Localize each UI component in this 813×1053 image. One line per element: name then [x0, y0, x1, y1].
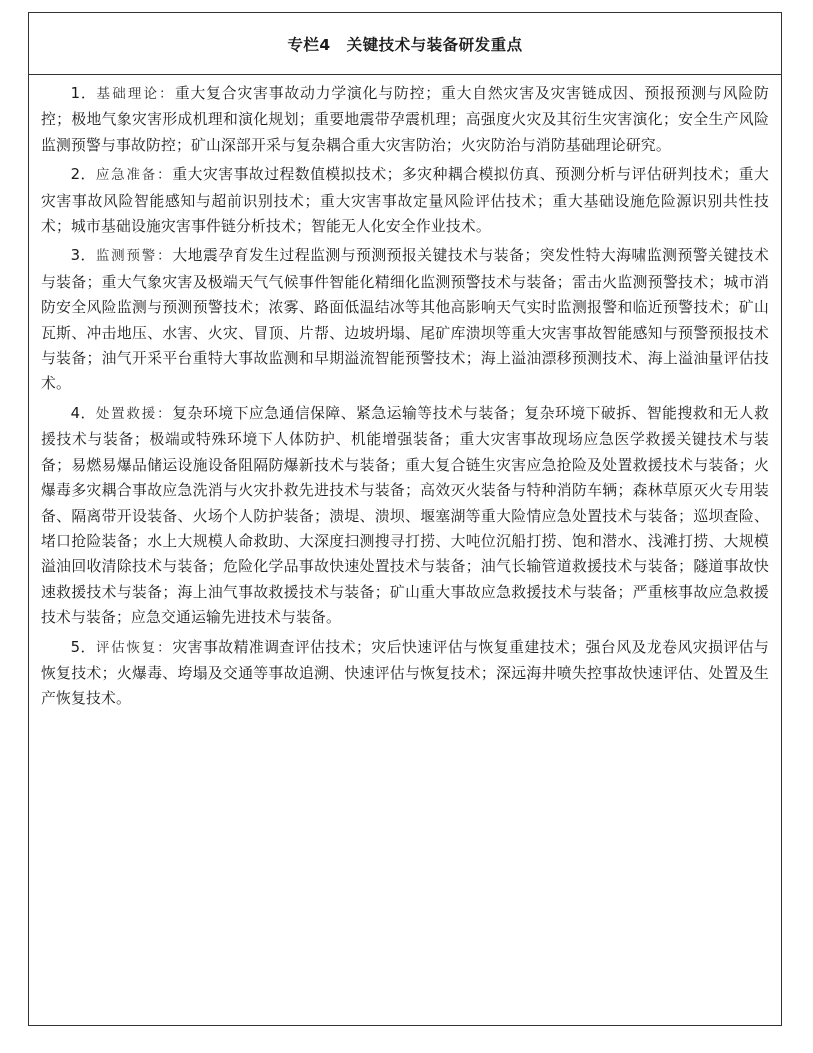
section-number: 2． — [70, 166, 96, 184]
section-rescue — [41, 401, 769, 631]
section-body: 灾害事故精准调查评估技术；灾后快速评估与恢复重建技术；强台风及龙卷风灾损评估与恢复技术；火爆毒、垮塌及交通等事故追溯、快速评估与恢复技术；深远海井喷失控事故快速评估、处置及生产恢复技术。 — [41, 638, 769, 708]
section-heading: 基础理论： — [96, 86, 175, 102]
section-heading: 评估恢复： — [95, 639, 173, 656]
section-number: 1． — [70, 85, 97, 102]
section-heading: 监测预警： — [95, 248, 173, 265]
section-emergency-preparation — [41, 162, 769, 239]
section-monitoring-warning — [41, 243, 769, 396]
section-body: 重大复合灾害事故动力学演化与防控；重大自然灾害及灾害链成因、预报预测与风险防控；极地气象灾害形成机理和演化规划；重要地震带孕震机理；高强度火灾及其衍生灾害演化；安全生产风险监测预警与事故防控；矿山深部开采与复杂耦合重大灾害防治；火灾防治与消防基础理论研究。 — [41, 85, 770, 154]
section-assessment-recovery — [41, 635, 769, 712]
section-basic-theory — [41, 81, 769, 158]
section-body: 复杂环境下应急通信保障、紧急运输等技术与装备；复杂环境下破拆、智能搜救和无人救援技术与装备；极端或特殊环境下人体防护、机能增强装备；重大灾害事故现场应急医学救援关键技术与装备；易燃易爆品储运设施设备阻隔防爆新技术与装备；重大复合链生灾害应急抢险及处置救援技术与装备；火爆毒多灾耦合事故应急洗消与火灾扑救先进技术与装备；高效灭火装备与特种消防车辆；森林草原灭火专用装备、隔离带开设装备、火场个人防护装备；溃堤、溃坝、堰塞湖等重大险情应急处置技术与装备；巡坝查险、堵口抢险装备；水上大规模人命救助、大深度扫测搜寻打捞、大吨位沉船打捞、饱和潜水、浅滩打捞、大规模溢油回收清除技术与装备；危险化学品事故快速处置技术与装备；油气长输管道救援技术与装备；隧道事故快速救援技术与装备；海上油气事故救援技术与装备；矿山重大事故应急救援技术与装备；严重核事故应急救援技术与装备；应急交通运输先进技术与装备。 — [41, 404, 769, 627]
section-heading: 应急准备： — [95, 167, 173, 184]
box-title: 专栏4 关键技术与装备研发重点 — [287, 35, 523, 54]
section-heading: 处置救援： — [95, 405, 173, 422]
section-number: 5． — [70, 638, 96, 656]
section-body: 大地震孕育发生过程监测与预测预报关键技术与装备；突发性特大海啸监测预警关键技术与装备；重大气象灾害及极端天气气候事件智能化精细化监测预警技术与装备；雷击火监测预警技术；城市消防安全风险监测与预测预警技术；浓雾、路面低温结冰等其他高影响天气实时监测报警和临近预警技术；矿山瓦斯、冲击地压、水害、火灾、冒顶、片帮、边坡坍塌、尾矿库溃坝等重大灾害事故智能感知与预警预报技术与装备；油气开采平台重特大事故监测和早期溢流智能预警技术；海上溢油漂移预测技术、海上溢油量评估技术。 — [41, 247, 769, 393]
title-row — [29, 13, 781, 75]
section-number: 3． — [70, 247, 96, 265]
feature-box — [28, 12, 782, 1026]
box-content — [29, 75, 781, 712]
section-body: 重大灾害事故过程数值模拟技术；多灾种耦合模拟仿真、预测分析与评估研判技术；重大灾害事故风险智能感知与超前识别技术；重大灾害事故定量风险评估技术；重大基础设施危险源识别共性技术；城市基础设施灾害事件链分析技术；智能无人化安全作业技术。 — [41, 166, 769, 236]
section-number: 4． — [70, 404, 96, 422]
